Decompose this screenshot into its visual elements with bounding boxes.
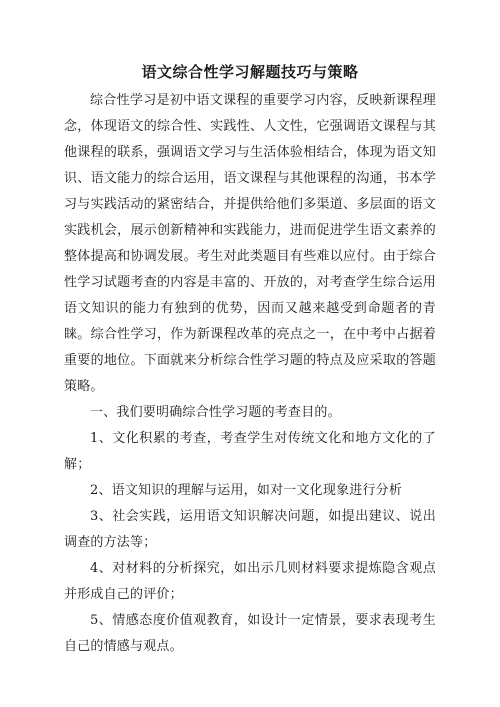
- paragraph-item-3: 3、社会实践，运用语文知识解决问题，如提出建议、说出调查的方法等；: [64, 509, 436, 550]
- paragraph-item-5: 5、情感态度价值观教育，如设计一定情景，要求表现考生自己的情感与观点。: [64, 613, 436, 654]
- paragraph-intro: 综合性学习是初中语文课程的重要学习内容，反映新课程理念，体现语文的综合性、实践性、人文性，它强调语文课程与其他课程的联系，强调语文学习与生活体验相结合，体现为语文知识、语文能力的综合运用，语文课程与其他课程的沟通，书本学习与实践活动的紧密结合，并提供给他们多渠道、多层面的语文实践机会，展示创新精神和实践能力，进而促进学生语文素养的整体提高和协调发展。考生对此类题目有些难以应付。由于综合性学习试题考查的内容是丰富的、开放的，对考查学生综合运用语文知识的能力有独到的优势，因而又越来越受到命题者的青睐。综合性学习，作为新课程改革的亮点之一，在中考中占据着重要的地位。下面就来分析综合性学习题的特点及应采取的答题策略。: [64, 93, 436, 394]
- paragraph-item-1: 1、文化积累的考查，考查学生对传统文化和地方文化的了解；: [64, 431, 436, 472]
- paragraph-item-2: 2、语文知识的理解与运用，如对一文化现象进行分析: [90, 483, 403, 498]
- document-title: 语文综合性学习解题技巧与策略: [141, 63, 359, 81]
- document-body: [64, 88, 436, 660]
- paragraph-section-heading: 一、我们要明确综合性学习题的考查目的。: [90, 405, 341, 420]
- paragraph-item-4: 4、对材料的分析探究，如出示几则材料要求提炼隐含观点并形成自己的评价；: [64, 561, 436, 602]
